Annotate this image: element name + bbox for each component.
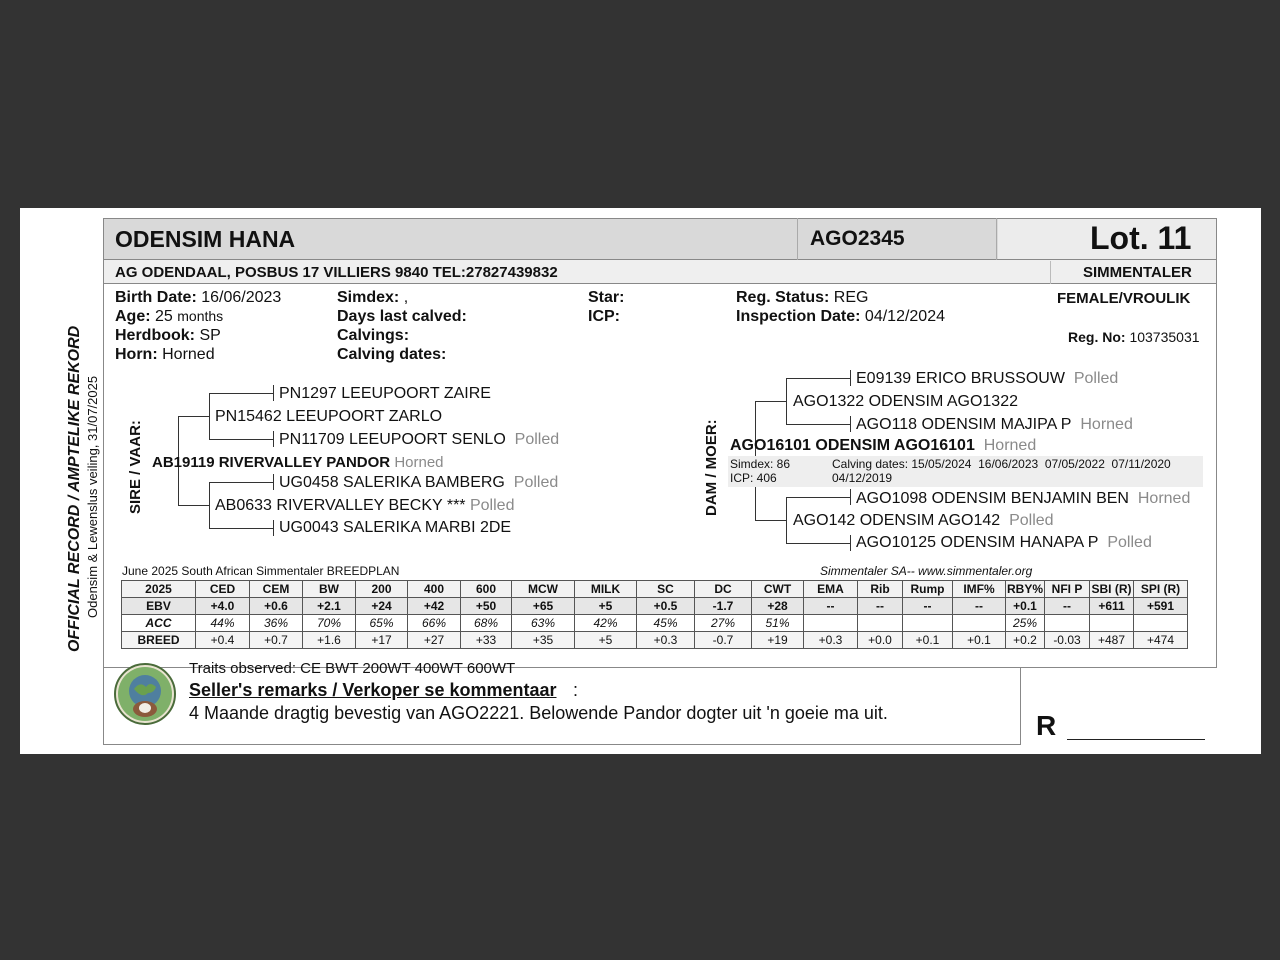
remarks-text: 4 Maande dragtig bevestig van AGO2221. Belowende Pandor dogter uit 'n goeie ma uit. xyxy=(189,703,888,723)
dam-dam-dam: AGO10125 ODENSIM HANAPA P Polled xyxy=(856,534,1152,551)
table-header-row xyxy=(122,581,1188,598)
breedplan-title: June 2025 South African Simmentaler BREEDPLAN xyxy=(122,564,400,578)
price-prefix: R xyxy=(1036,710,1057,741)
table-cell: +33 xyxy=(461,632,512,649)
ss-bracket xyxy=(209,393,210,439)
divider xyxy=(1050,261,1051,284)
table-cell: 200 xyxy=(356,581,408,598)
icp: ICP: xyxy=(588,308,620,325)
remarks-label: Seller's remarks / Verkoper se kommentaar xyxy=(189,680,557,700)
table-cell: +0.1 xyxy=(953,632,1006,649)
dd-bracket xyxy=(786,497,787,543)
sd-bracket xyxy=(209,482,210,528)
table-cell xyxy=(953,615,1006,632)
animal-id: AGO2345 xyxy=(810,227,905,250)
table-cell: +487 xyxy=(1090,632,1134,649)
dam-bracket xyxy=(755,401,787,402)
table-cell xyxy=(903,615,953,632)
birth-date: Birth Date: 16/06/2023 xyxy=(115,289,282,306)
table-cell: CEM xyxy=(250,581,303,598)
price-line[interactable] xyxy=(1067,739,1205,740)
table-cell: +42 xyxy=(408,598,461,615)
table-cell: +65 xyxy=(512,598,575,615)
calvings: Calvings: xyxy=(337,327,410,344)
table-cell: 68% xyxy=(461,615,512,632)
breed-text: SIMMENTALER xyxy=(1083,264,1192,281)
table-cell: +0.3 xyxy=(637,632,695,649)
table-cell: SPI (R) xyxy=(1134,581,1188,598)
sire-name: AB19119 RIVERVALLEY PANDOR Horned xyxy=(152,454,444,471)
divider xyxy=(996,218,997,260)
table-cell: 44% xyxy=(196,615,250,632)
sire-sire: PN15462 LEEUPOORT ZARLO xyxy=(215,408,443,425)
table-cell: EMA xyxy=(804,581,858,598)
lot-number: Lot. 11 xyxy=(1090,220,1192,256)
table-cell: DC xyxy=(695,581,752,598)
table-cell: +2.1 xyxy=(303,598,356,615)
table-cell: 36% xyxy=(250,615,303,632)
table-cell: +591 xyxy=(1134,598,1188,615)
table-cell: +0.2 xyxy=(1006,632,1045,649)
sd-bracket xyxy=(209,528,273,529)
table-cell: NFI P xyxy=(1045,581,1090,598)
simdex: Simdex: , xyxy=(337,289,409,306)
sire-sire-dam: PN11709 LEEUPOORT SENLO Polled xyxy=(279,431,560,448)
ss-bracket xyxy=(209,439,273,440)
table-cell: 65% xyxy=(356,615,408,632)
table-cell xyxy=(1090,615,1134,632)
breedplan-table xyxy=(121,580,1188,649)
table-cell: Rump xyxy=(903,581,953,598)
reg-no: Reg. No: 103735031 xyxy=(1068,329,1200,345)
table-cell: -- xyxy=(903,598,953,615)
table-cell: -- xyxy=(1045,598,1090,615)
table-cell: -- xyxy=(858,598,903,615)
table-cell: BW xyxy=(303,581,356,598)
table-cell: +0.6 xyxy=(250,598,303,615)
herdbook: Herdbook: SP xyxy=(115,327,221,344)
sire-dam: AB0633 RIVERVALLEY BECKY *** Polled xyxy=(215,497,515,514)
table-cell: +0.0 xyxy=(858,632,903,649)
breed-logo xyxy=(114,663,176,725)
table-cell: 63% xyxy=(512,615,575,632)
header-label: 2025 xyxy=(122,581,196,598)
table-cell: 27% xyxy=(695,615,752,632)
remarks-colon: : xyxy=(573,680,579,700)
table-row-breed xyxy=(122,632,1188,649)
dam-calving-dates-2: 04/12/2019 xyxy=(832,471,893,485)
tick xyxy=(850,535,851,551)
age: Age: 25 months xyxy=(115,308,224,325)
dam-dam: AGO142 ODENSIM AGO142 Polled xyxy=(793,512,1054,529)
ebv-label: EBV xyxy=(122,598,196,615)
dd-bracket xyxy=(786,497,850,498)
dam-sire: AGO1322 ODENSIM AGO1322 xyxy=(793,393,1018,410)
table-cell: +1.6 xyxy=(303,632,356,649)
dam-icp: ICP: 406 xyxy=(730,471,777,485)
logo-icon xyxy=(116,665,174,723)
table-cell: +0.7 xyxy=(250,632,303,649)
tick xyxy=(850,370,851,386)
owner-text: AG ODENDAAL, POSBUS 17 VILLIERS 9840 TEL:27827439832 xyxy=(115,264,558,281)
table-cell: +24 xyxy=(356,598,408,615)
table-cell xyxy=(858,615,903,632)
table-row-ebv xyxy=(122,598,1188,615)
tick xyxy=(850,416,851,432)
sire-dam-dam: UG0043 SALERIKA MARBI 2DE xyxy=(279,519,512,536)
table-cell: 42% xyxy=(575,615,637,632)
table-cell: MCW xyxy=(512,581,575,598)
table-cell: 45% xyxy=(637,615,695,632)
table-cell: -0.03 xyxy=(1045,632,1090,649)
ds-bracket xyxy=(786,378,787,424)
table-row-acc xyxy=(122,615,1188,632)
dam-sire-sire: E09139 ERICO BRUSSOUW Polled xyxy=(856,370,1119,387)
price-box-left xyxy=(1020,667,1021,745)
calving-dates: Calving dates: xyxy=(337,346,447,363)
table-cell: -- xyxy=(804,598,858,615)
table-cell: +17 xyxy=(356,632,408,649)
breedplan-site: Simmentaler SA-- www.simmentaler.org xyxy=(820,564,1033,578)
table-cell xyxy=(1134,615,1188,632)
official-record-text: OFFICIAL RECORD / AMPTELIKE REKORD xyxy=(66,325,83,652)
breed-label: BREED xyxy=(122,632,196,649)
dam-bracket xyxy=(755,520,787,521)
sire-dam-sire: UG0458 SALERIKA BAMBERG Polled xyxy=(279,474,559,491)
table-cell: +0.1 xyxy=(1006,598,1045,615)
ds-bracket xyxy=(786,378,850,379)
table-cell: +474 xyxy=(1134,632,1188,649)
table-cell: +0.1 xyxy=(903,632,953,649)
table-cell: IMF% xyxy=(953,581,1006,598)
tick xyxy=(850,489,851,505)
traits-observed: Traits observed: CE BWT 200WT 400WT 600WT xyxy=(189,660,516,677)
table-cell: SC xyxy=(637,581,695,598)
table-cell: CWT xyxy=(752,581,804,598)
animal-name: ODENSIM HANA xyxy=(115,226,296,252)
tick xyxy=(273,474,274,490)
table-cell: 70% xyxy=(303,615,356,632)
reg-status: Reg. Status: REG xyxy=(736,289,869,306)
sire-label: SIRE / VAAR: xyxy=(127,420,144,514)
table-cell: 25% xyxy=(1006,615,1045,632)
table-cell: +611 xyxy=(1090,598,1134,615)
sire-sire-sire: PN1297 LEEUPOORT ZAIRE xyxy=(279,385,491,402)
table-cell: +19 xyxy=(752,632,804,649)
tick xyxy=(273,520,274,536)
dam-label: DAM / MOER: xyxy=(703,419,720,516)
sire-bracket xyxy=(178,416,210,417)
table-cell: +5 xyxy=(575,632,637,649)
table-cell xyxy=(804,615,858,632)
dam-dam-sire: AGO1098 ODENSIM BENJAMIN BEN Horned xyxy=(856,490,1191,507)
tick xyxy=(273,431,274,447)
table-cell: +4.0 xyxy=(196,598,250,615)
table-cell: +0.5 xyxy=(637,598,695,615)
table-cell: +5 xyxy=(575,598,637,615)
sire-bracket xyxy=(178,505,210,506)
sale-text: Odensim & Lewenslus veiling, 31/07/2025 xyxy=(85,375,100,618)
acc-label: ACC xyxy=(122,615,196,632)
table-cell: +35 xyxy=(512,632,575,649)
dd-bracket xyxy=(786,543,850,544)
dam-sire-dam: AGO118 ODENSIM MAJIPA P Horned xyxy=(856,416,1133,433)
table-cell: +27 xyxy=(408,632,461,649)
star: Star: xyxy=(588,289,625,306)
table-cell: SBI (R) xyxy=(1091,582,1132,596)
table-cell: +28 xyxy=(752,598,804,615)
table-cell: 66% xyxy=(408,615,461,632)
ds-bracket xyxy=(786,424,850,425)
sd-bracket xyxy=(209,482,273,483)
table-cell: -- xyxy=(953,598,1006,615)
days-last-calved: Days last calved: xyxy=(337,308,467,325)
table-cell: 600 xyxy=(461,581,512,598)
dam-calving-dates: Calving dates: 15/05/2024 16/06/2023 07/05/2022 07/11/2020 xyxy=(832,457,1171,471)
table-cell xyxy=(1045,615,1090,632)
table-cell: CED xyxy=(196,581,250,598)
inspection-date: Inspection Date: 04/12/2024 xyxy=(736,308,945,325)
table-cell: Rib xyxy=(858,581,903,598)
table-cell: 51% xyxy=(752,615,804,632)
table-cell: MILK xyxy=(575,581,637,598)
table-cell: +50 xyxy=(461,598,512,615)
tick xyxy=(273,385,274,401)
table-cell: +0.4 xyxy=(196,632,250,649)
ss-bracket xyxy=(209,393,273,394)
sex: FEMALE/VROULIK xyxy=(1057,290,1191,307)
dam-name: AGO16101 ODENSIM AGO16101 Horned xyxy=(730,437,1037,454)
price-box-top xyxy=(1020,667,1217,668)
table-cell: RBY% xyxy=(1006,582,1043,596)
horn: Horn: Horned xyxy=(115,346,215,363)
table-cell: 400 xyxy=(408,581,461,598)
table-cell: -1.7 xyxy=(695,598,752,615)
divider xyxy=(797,218,798,260)
dam-simdex: Simdex: 86 xyxy=(730,457,791,471)
table-cell: -0.7 xyxy=(695,632,752,649)
table-cell: +0.3 xyxy=(804,632,858,649)
